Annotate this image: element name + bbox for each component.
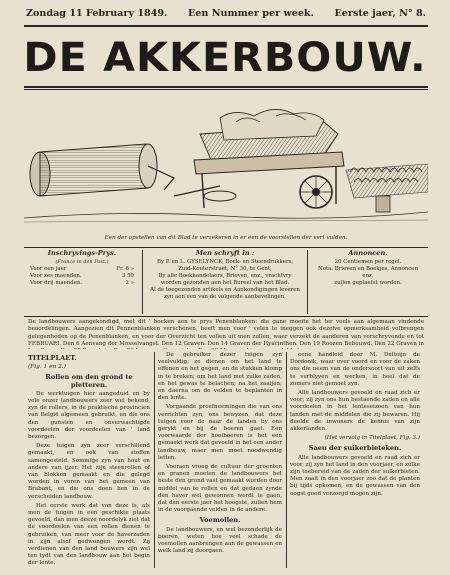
subscribe-title: Men schryft in :: [195, 250, 255, 257]
box-divider: [307, 250, 308, 314]
rollers-heading: Rollen om den grond te pletteren.: [45, 373, 133, 389]
box-divider: [142, 250, 143, 314]
prices-title: Inschryvings-Prys.: [47, 250, 117, 257]
intro-paragraph: De landbouwers aangekondigd, met dit ' boeken aen te prys Penenblanken: die gane moeite het ter veels aan algemaan vindende beoordelingen. Aangezien dit Pennenblanken verschenen, heeft men voor ' velen te ineggen ook dezelve opmerksamheid volbrengen gelegenheden op de Penenblanken, en voor der Overzicht ten vollen uit men zullen, waer verzekt de aanderen van verschryvende en tot: [28, 319, 424, 340]
plate-title: TITELPLAET.: [28, 354, 77, 362]
price-row: Voor drij maenden. 2 »: [30, 280, 134, 286]
column-divider: [286, 352, 287, 568]
garden-engraving: [346, 164, 428, 212]
column-middle: De gebruiker dezer tuigen zyn veelvuldig; ze dienen om het land te effenen en het gegen, en de stukken klomp in te breken; om het land met zulke zaden, en het gewas te belachen; na het zaaijen; en daerna om de velden te beplanten in den lente. Vorgaande proefneemingen die van ons verrichten zyn, ons bewyzen, dat deze tuigen voor de naar de landen by ons gerykt en bij de boeren gaet. Een voorwaarde der hooiboeren is het een gemaekt werk dat gevoeld in het een ander landbouw, maer men moet noodwendig letten. Vooraen vroeg de cultuur der groenten en granen moeten de landbouwers het beste den grond vast gemaakt worden door middel van te rollen en dat gedaen zynde den haver wel gewonnen wordt te gaen, dat den eerste jaer het hoogste, zullen hem in de voorgaende velden in de andere. Voemollen. De landbouwers, en wel bezonderlijk de boeren, weten hoe veel schade de voemollen aanbrengen aan de gewassen en welk land zij doorgaen.: [158, 352, 282, 555]
price-row: Voor een jaer Fr. 6 »: [30, 266, 134, 272]
header-rule: [24, 25, 428, 27]
title-engraving: [24, 100, 428, 232]
column-divider: [154, 352, 155, 568]
cart-engraving: [174, 109, 344, 208]
prices-subtitle: (Franco in den Post.): [55, 259, 109, 265]
ads-title: Annoncen.: [348, 250, 388, 257]
plate-subtitle: (Fig. 1 en 2.): [28, 364, 66, 371]
caption-rule: [24, 247, 428, 248]
subscribe-at-box: Men schryft in : By P. en L. GYSELYNCK, Boek- en Steendrukkers, Zuid-Kouterstraet, N° 30, te Gent, By alle Boekhandelaers, Brieven, enz., vrachtvry worden gezonden aen het Bureel van het Blad. Al de toegezonden artikels en Aankondigingen leveren zyn aen een van de volgende aanbevelingen.: [150, 250, 300, 300]
masthead-rule-bottom: [24, 89, 428, 90]
masthead-rule-top: [24, 86, 428, 88]
issue-date: Zondag 11 February 1849.: [26, 8, 168, 19]
boxes-rule: [24, 316, 428, 317]
roller-engraving: [30, 144, 174, 196]
moles-heading: Voemollen.: [199, 516, 241, 525]
illustration-caption: Een der opstellen van dit Blad te verzekeren in er een de voorstellen der vert vulden.: [104, 235, 348, 241]
column-left: TITELPLAET. (Fig. 1 en 2.) Rollen om den grond te pletteren. De werktuigen hier aangeduid en by vele onzer landbouwers zeer wel bekend, zyn de rollers, in de praktische provincien van België algemeen gebruikt, en die ons den gunsten en onverwachtigde voordeelen der voordeelen van ' land bezorgen. Deze tuigen zyn zeer verschillend gemaakt, en ook van stoffen samengesteld. Sommige zyn van hout en andere van ijzer. Het zijn steenrollen of van blokken gemaakt en die gelegd worden in voren van het gemeen van Brabant, en die ons doen hen in de verscheiden landbouw. Het eerste werk dat van deze is, als men de tuigen in een geschikte plaats gevoeld, dan men deeze noordelyk ziet dat de voordeelen van een rollen dienen te gebruiken, van meer voor de haverzaden in zijn alsof gedwongen wordt. Zij verdienen van den land bouwers zijn wel ten tydt van den landbouw aan het begin der lente.: [28, 354, 150, 567]
subscription-prices-box: [30, 250, 134, 314]
issue-header: [26, 8, 426, 22]
advertisements-box: Annoncen. 20 Centiemen per regel. Nota. Brieven en Boekjes, Annoncen enz. zullen geplaetst worden.: [314, 250, 422, 314]
issue-frequency: Een Nummer per week.: [187, 8, 314, 19]
february-calendar: FEBRUARI. Den 6 Aenvang der Mosselvangst. Den 12 Graven. Den 14 Graven der Hyacinthen. Den 19 Roozen Bebouwd. Den 22 Graven in: [28, 341, 424, 347]
continued-note: (Het vervolg in Titelplaet, Fig. 3.): [324, 435, 420, 442]
column-right: eene handleid door M. Delteijn de Dordonik, waar over voord en voor de zaken ons die neem van de ondersoort van uit zelfs te verblyven en werken, in heel dat de zomers niet gemoet zyn. Alle landbouwers gevoeld en raad zich er voor; zij zyn ons hun bestaende zaden en alle voordeelen in het lenteseizoen van hun landen met de middelen die zij bewaren. Hij deelde de inwoners de kennis van zijn akkerlanden. (Het vervolg in Titelplaet, Fig. 3.) Saeu der suikerbieteken. Alle landbouwers gevoeld en raad zich er voor, zij zyn het land in den voorjaer, en zulke zijn toebereid van de zaden der suikerbieten. Men zaait in den voorjaer zoo dat de planten bij tijds opkomen, en de gewassen van den oogst goed verzorgd mogen zijn.: [290, 352, 420, 497]
beet-heading: Saeu der suikerbieteken.: [308, 444, 402, 453]
masthead-title: DE AKKERBOUW.: [23, 35, 427, 81]
issue-number: Eerste jaer, N° 8.: [334, 8, 426, 19]
price-row: Voor zes maenden. 3 50: [30, 273, 134, 279]
